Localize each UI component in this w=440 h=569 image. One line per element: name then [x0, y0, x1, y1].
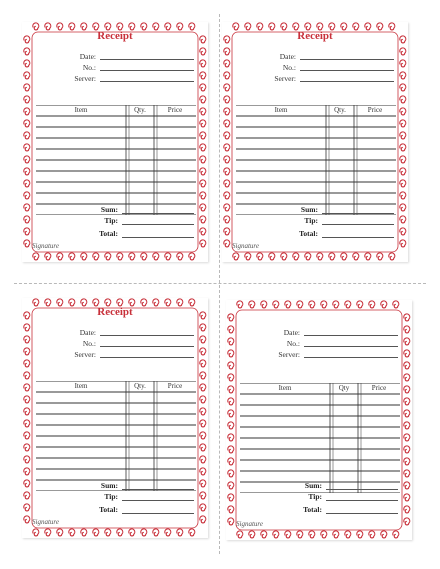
- column-header-qty: Qty: [338, 384, 350, 392]
- signature-label: Signature: [232, 242, 259, 250]
- column-header-item: Item: [274, 106, 288, 114]
- column-header-qty: Qty.: [134, 382, 146, 390]
- number-row: [52, 339, 204, 348]
- date-field[interactable]: [300, 59, 394, 60]
- number-label: No.:: [282, 63, 296, 72]
- signature-label: Signature: [236, 520, 263, 528]
- receipt-card-bottom-left: [22, 298, 208, 538]
- sum-field[interactable]: [322, 213, 394, 214]
- date-field[interactable]: [100, 59, 194, 60]
- date-row: [52, 328, 204, 337]
- date-field[interactable]: [304, 335, 398, 336]
- number-row: [52, 63, 204, 72]
- signature-label: Signature: [32, 242, 59, 250]
- tip-field[interactable]: [322, 224, 394, 225]
- server-label: Server:: [74, 350, 96, 359]
- server-field[interactable]: [100, 81, 194, 82]
- column-header-item: Item: [74, 106, 88, 114]
- number-label: No.:: [82, 339, 96, 348]
- receipt-title: Receipt: [297, 30, 333, 42]
- item-table-rules: [240, 383, 400, 493]
- item-table: [36, 381, 196, 491]
- column-header-qty: Qty.: [134, 106, 146, 114]
- sum-field[interactable]: [122, 489, 194, 490]
- sum-label: Sum:: [100, 205, 118, 214]
- receipt-title: Receipt: [97, 306, 133, 318]
- server-field[interactable]: [300, 81, 394, 82]
- column-header-qty: Qty.: [334, 106, 346, 114]
- server-row: [52, 74, 204, 83]
- total-label: Total:: [303, 505, 322, 514]
- item-table-rules: [36, 381, 196, 491]
- total-field[interactable]: [326, 513, 398, 514]
- date-row: [256, 328, 408, 337]
- server-row: [256, 350, 408, 359]
- total-label: Total:: [299, 229, 318, 238]
- tip-label: Tip:: [104, 216, 118, 225]
- horizontal-cut-line: [14, 283, 426, 284]
- receipt-card-bottom-right: [226, 300, 412, 540]
- vertical-cut-line: [219, 14, 220, 554]
- item-table: [36, 105, 196, 215]
- tip-field[interactable]: [122, 500, 194, 501]
- column-header-price: Price: [371, 384, 387, 392]
- server-label: Server:: [74, 74, 96, 83]
- date-label: Date:: [283, 328, 300, 337]
- server-row: [52, 350, 204, 359]
- date-label: Date:: [79, 328, 96, 337]
- receipt-card-top-left: [22, 22, 208, 262]
- tip-label: Tip:: [308, 492, 322, 501]
- tip-label: Tip:: [104, 492, 118, 501]
- server-label: Server:: [274, 74, 296, 83]
- server-row: [252, 74, 404, 83]
- total-label: Total:: [99, 505, 118, 514]
- sum-label: Sum:: [100, 481, 118, 490]
- tip-field[interactable]: [122, 224, 194, 225]
- number-label: No.:: [82, 63, 96, 72]
- date-label: Date:: [279, 52, 296, 61]
- column-header-price: Price: [167, 382, 183, 390]
- number-field[interactable]: [300, 70, 394, 71]
- column-header-price: Price: [167, 106, 183, 114]
- date-row: [252, 52, 404, 61]
- total-label: Total:: [99, 229, 118, 238]
- column-header-price: Price: [367, 106, 383, 114]
- sum-label: Sum:: [304, 481, 322, 490]
- tip-field[interactable]: [326, 500, 398, 501]
- total-field[interactable]: [122, 513, 194, 514]
- server-label: Server:: [278, 350, 300, 359]
- tip-label: Tip:: [304, 216, 318, 225]
- signature-label: Signature: [32, 518, 59, 526]
- column-header-item: Item: [278, 384, 292, 392]
- receipt-card-top-right: [222, 22, 408, 262]
- item-table-rules: [36, 105, 196, 215]
- column-header-item: Item: [74, 382, 88, 390]
- total-field[interactable]: [122, 237, 194, 238]
- receipt-title: Receipt: [97, 30, 133, 42]
- server-field[interactable]: [100, 357, 194, 358]
- date-field[interactable]: [100, 335, 194, 336]
- server-field[interactable]: [304, 357, 398, 358]
- item-table: [240, 383, 400, 493]
- sum-field[interactable]: [326, 489, 398, 490]
- item-table: [236, 105, 396, 215]
- number-field[interactable]: [304, 346, 398, 347]
- date-row: [52, 52, 204, 61]
- sum-label: Sum:: [300, 205, 318, 214]
- date-label: Date:: [79, 52, 96, 61]
- number-row: [256, 339, 408, 348]
- number-field[interactable]: [100, 346, 194, 347]
- number-row: [252, 63, 404, 72]
- number-field[interactable]: [100, 70, 194, 71]
- item-table-rules: [236, 105, 396, 215]
- total-field[interactable]: [322, 237, 394, 238]
- number-label: No.:: [286, 339, 300, 348]
- sum-field[interactable]: [122, 213, 194, 214]
